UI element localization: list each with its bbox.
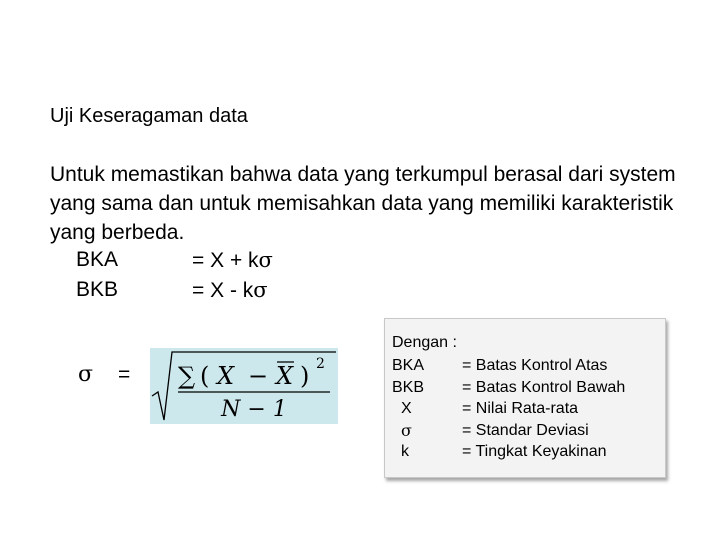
legend-definition: = Standar Deviasi (462, 421, 589, 439)
legend-definition: = Tingkat Keyakinan (462, 443, 607, 460)
bka-expression-text: = X + k (192, 249, 259, 272)
legend-term: k (401, 443, 409, 460)
legend-definition: = Batas Kontrol Atas (462, 357, 608, 374)
exponent-two: 2 (316, 356, 325, 372)
legend-box (384, 318, 666, 478)
legend-heading: Dengan : (392, 334, 457, 351)
bkb-equation (76, 278, 336, 302)
standard-deviation-formula (150, 348, 338, 424)
bkb-expression (192, 278, 268, 303)
legend-term: X (401, 400, 412, 417)
legend-definition: = Batas Kontrol Bawah (462, 378, 626, 396)
slide-title: Uji Keseragaman data (50, 105, 248, 127)
close-paren: ) (300, 362, 310, 390)
sigma-equals-sign: = (118, 363, 131, 386)
sigma-symbol: σ (258, 248, 273, 272)
bka-expression (192, 248, 273, 273)
denominator: N − 1 (221, 397, 287, 422)
variable-x: X (217, 362, 235, 390)
bkb-label: BKB (76, 278, 119, 301)
legend-term: σ (401, 420, 412, 440)
legend-item-bka (385, 355, 665, 377)
sigma-label: σ (78, 362, 94, 387)
minus-sign: − (248, 362, 269, 390)
legend-item-x (385, 398, 665, 420)
legend-item-sigma (385, 420, 665, 442)
mean-x: X (276, 362, 294, 390)
legend-definition: = Nilai Rata-rata (462, 400, 579, 417)
description-paragraph: Untuk memastikan bahwa data yang terkumpul berasal dari system yang sama dan untuk memisahkan data yang memiliki karakteristik yang berbeda. (50, 163, 676, 244)
sum-symbol: ∑ (178, 362, 196, 390)
bkb-expression-text: = X - k (192, 279, 254, 302)
legend-item-k (385, 441, 665, 463)
legend-item-bkb (385, 377, 665, 399)
sigma-symbol: σ (253, 278, 268, 302)
bka-equation (76, 248, 336, 272)
open-paren: ( (200, 362, 210, 390)
legend-term: BKA (392, 357, 425, 374)
legend-term: BKB (392, 378, 425, 396)
formula-graphic (150, 348, 338, 424)
bka-label: BKA (76, 248, 119, 271)
